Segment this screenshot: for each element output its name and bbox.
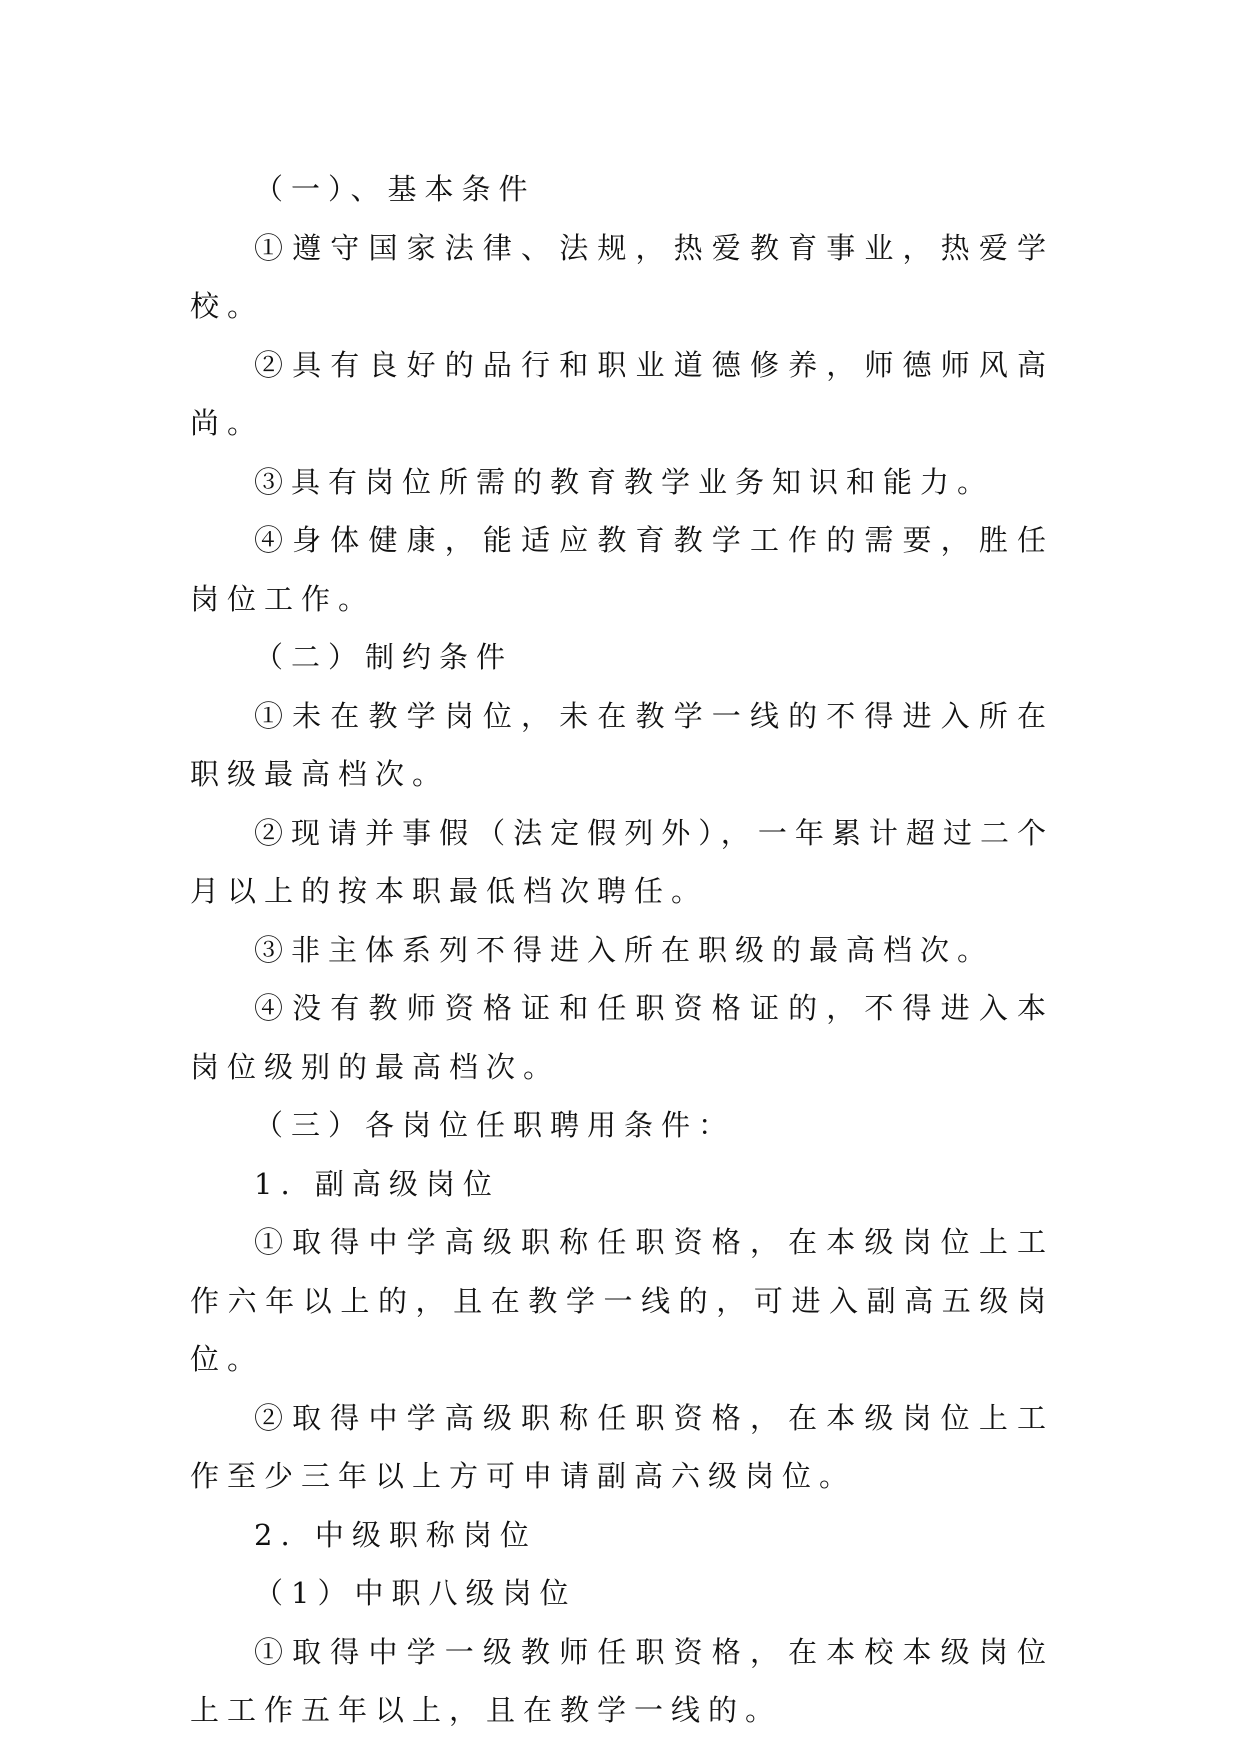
paragraph: ②具有良好的品行和职业道德修养，师德师风高尚。: [190, 347, 1054, 440]
paragraph: ①遵守国家法律、法规，热爱教育事业，热爱学校。: [190, 230, 1054, 323]
subheading-intermediate-positions: 2. 中级职称岗位: [254, 1517, 537, 1552]
paragraph: ④身体健康，能适应教育教学工作的需要，胜任岗位工作。: [190, 523, 1054, 616]
paragraph: ②取得中学高级职称任职资格，在本级岗位上工作至少三年以上方可申请副高六级岗位。: [190, 1400, 1054, 1493]
paragraph: ③非主体系列不得进入所在职级的最高档次。: [254, 932, 995, 967]
document-page: [190, 160, 1054, 1740]
subheading-level-eight-position: （1）中职八级岗位: [254, 1576, 577, 1610]
paragraph: ④没有教师资格证和任职资格证的，不得进入本岗位级别的最高档次。: [190, 991, 1054, 1084]
section-heading-position-conditions: （三）各岗位任职聘用条件：: [254, 1108, 736, 1142]
paragraph: ①取得中学高级职称任职资格，在本级岗位上工作六年以上的，且在教学一线的，可进入副高五级岗位。: [190, 1225, 1054, 1376]
paragraph: ②现请并事假（法定假列外），一年累计超过二个月以上的按本职最低档次聘任。: [190, 815, 1054, 908]
paragraph: ①取得中学一级教师任职资格，在本校本级岗位上工作五年以上，且在教学一线的。: [190, 1634, 1054, 1727]
subheading-deputy-senior-positions: 1. 副高级岗位: [254, 1166, 500, 1201]
section-heading-restrictive-conditions: （二）制约条件: [254, 640, 514, 674]
paragraph: ①未在教学岗位，未在教学一线的不得进入所在职级最高档次。: [190, 698, 1054, 791]
section-heading-basic-conditions: （一）、基本条件: [254, 172, 536, 206]
paragraph: ③具有岗位所需的教育教学业务知识和能力。: [254, 464, 995, 499]
